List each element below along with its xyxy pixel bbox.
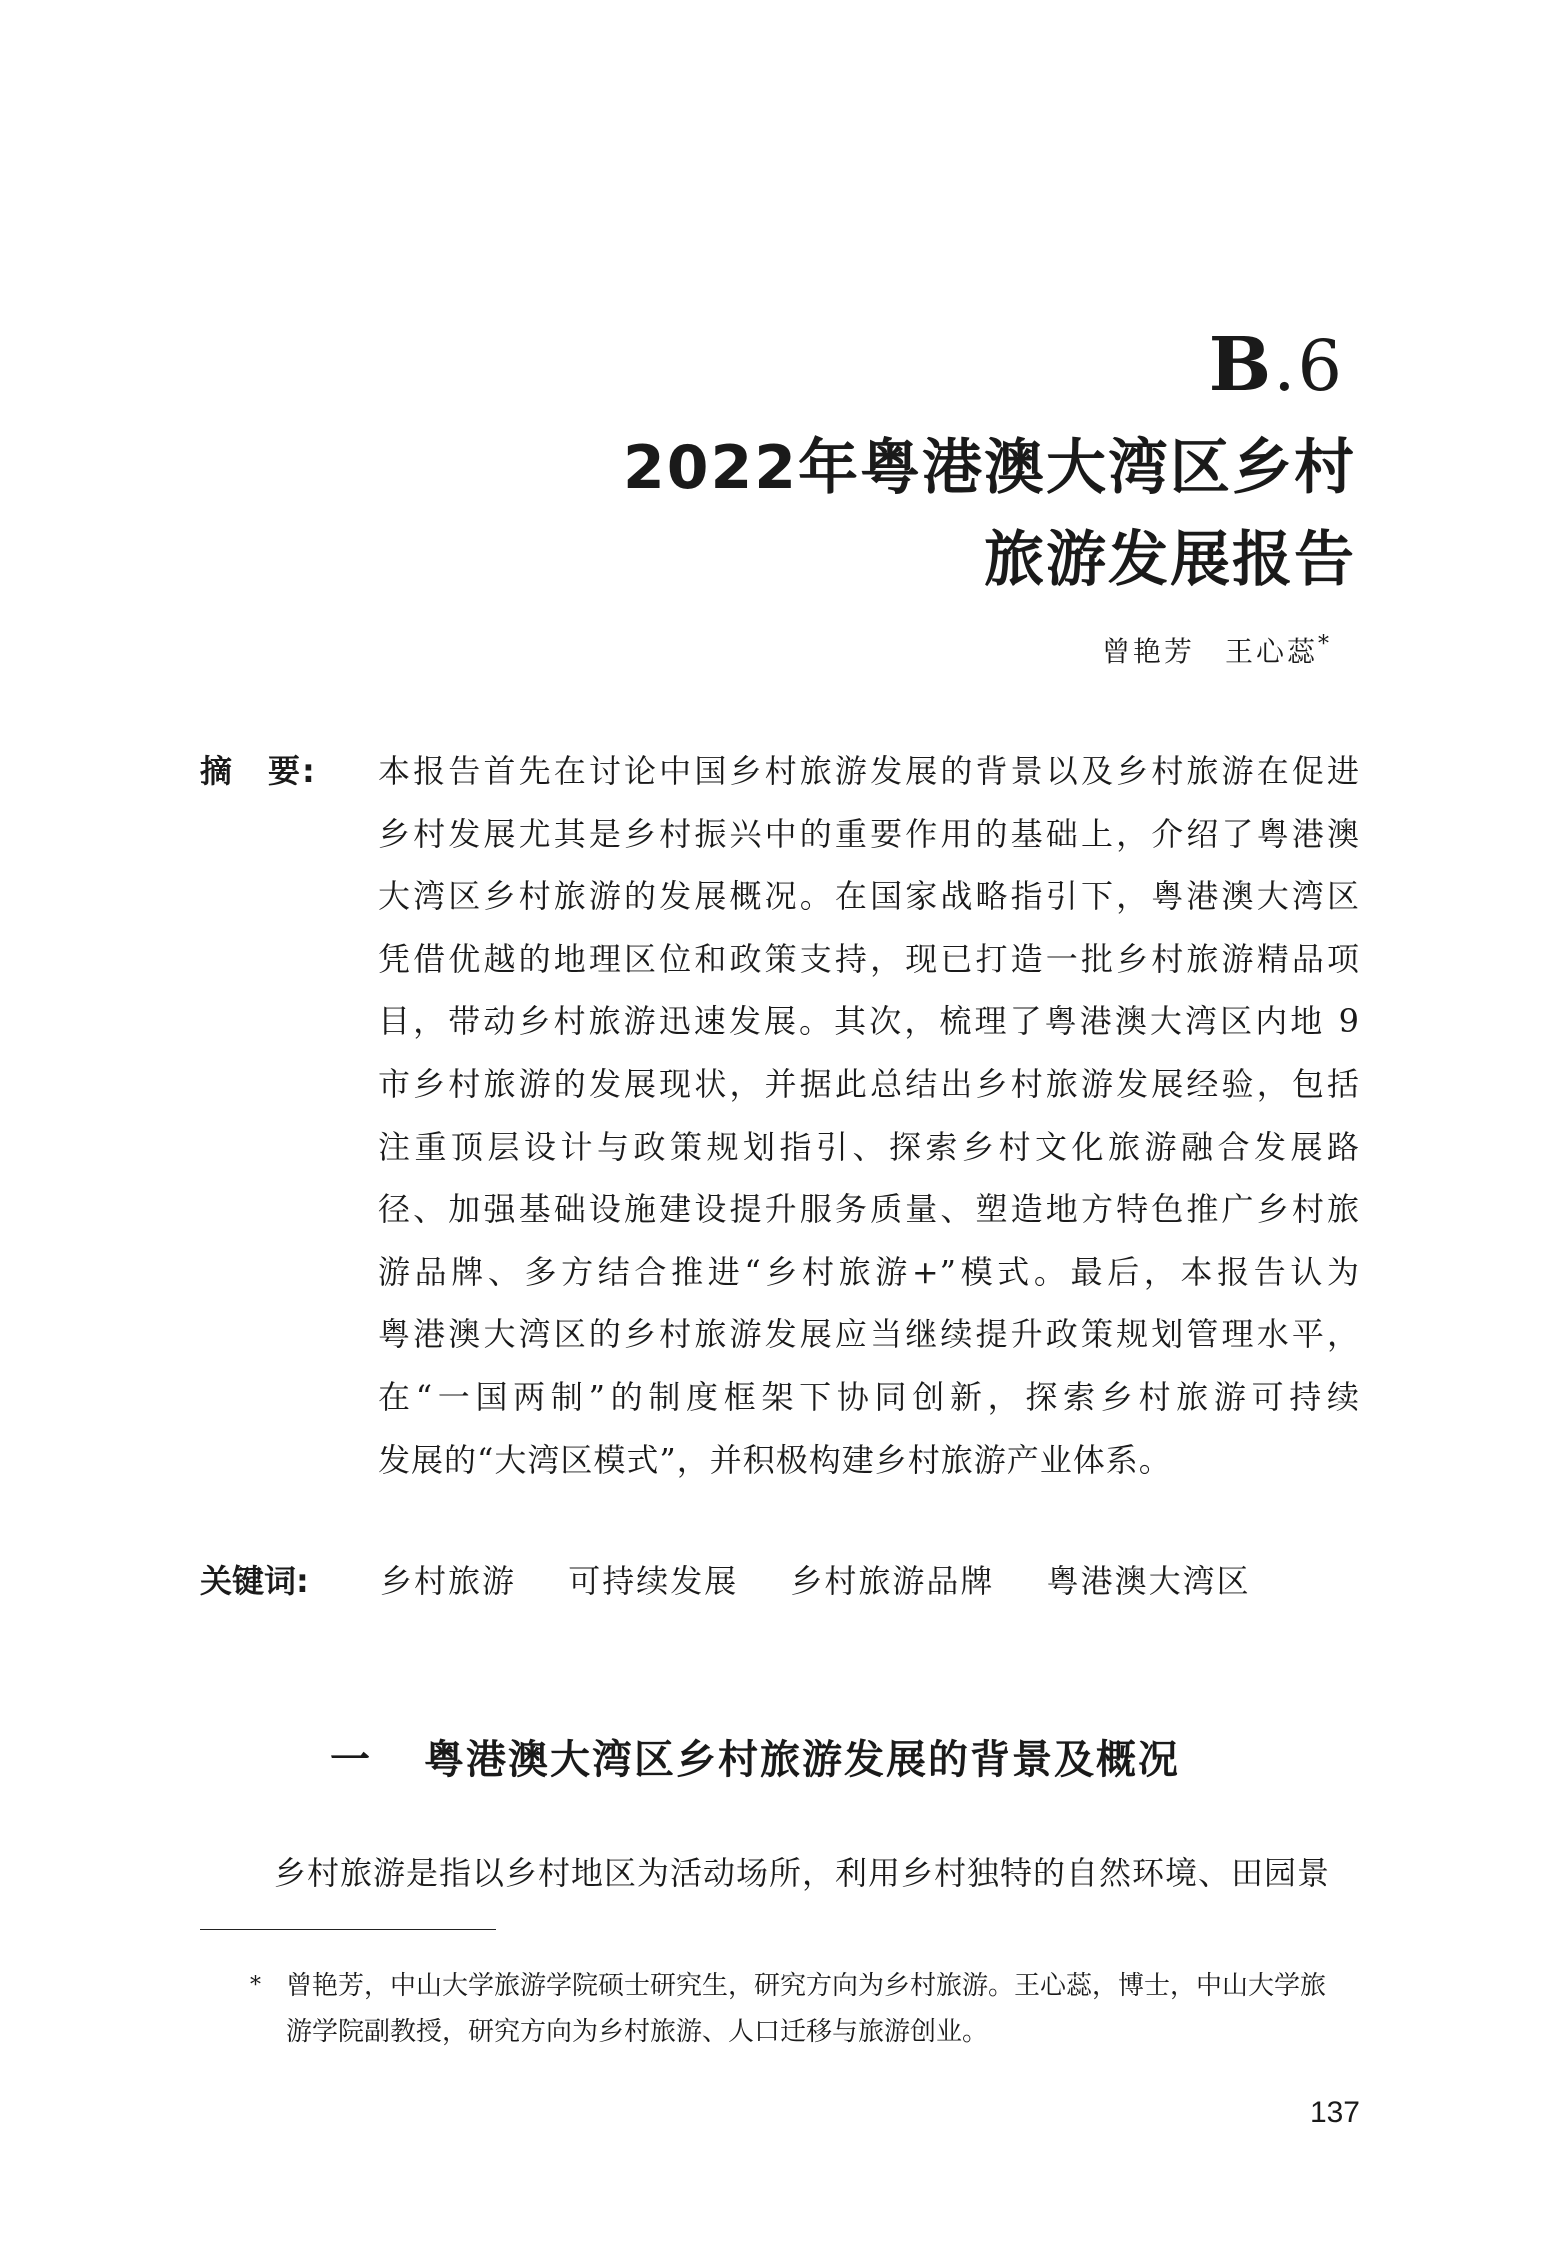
author-1: 曾艳芳 [1101, 635, 1195, 668]
keyword: 乡村旅游品牌 [790, 1562, 995, 1600]
author-footnote-marker: * [1318, 632, 1332, 657]
abstract-line: 游品牌、多方结合推进“乡村旅游+”模式。最后，本报告认为 [378, 1252, 1360, 1291]
abstract-line: 市乡村旅游的发展现状，并据此总结出乡村旅游发展经验，包括 [378, 1064, 1360, 1103]
abstract-line: 大湾区乡村旅游的发展概况。在国家战略指引下，粤港澳大湾区 [378, 877, 1360, 916]
footnote-line-1: 曾艳芳，中山大学旅游学院硕士研究生，研究方向为乡村旅游。王心蕊，博士，中山大学旅 [286, 1971, 1327, 2001]
keyword: 乡村旅游 [380, 1562, 517, 1600]
author-2: 王心蕊 [1224, 635, 1318, 668]
abstract-line: 凭借优越的地理区位和政策支持，现已打造一批乡村旅游精品项 [378, 939, 1360, 978]
section-heading [330, 1728, 1180, 1785]
abstract-line: 径、加强基础设施建设提升服务质量、塑造地方特色推广乡村旅 [378, 1190, 1360, 1229]
keyword: 粤港澳大湾区 [1046, 1562, 1251, 1600]
report-title [623, 422, 1356, 606]
title-line-1: 2022年粤港澳大湾区乡村 [623, 433, 1356, 503]
abstract-line: 注重顶层设计与政策规划指引、探索乡村文化旅游融合发展路 [378, 1127, 1360, 1166]
keywords-label: 关键词: [200, 1562, 309, 1600]
chapter-index: .6 [1273, 325, 1344, 407]
keywords-list [380, 1556, 1291, 1602]
abstract-line: 在“一国两制”的制度框架下协同创新，探索乡村旅游可持续 [378, 1377, 1360, 1416]
footnote-divider [200, 1929, 496, 1930]
author-line [1102, 630, 1332, 670]
section-number: 一 [330, 1737, 372, 1783]
abstract-line: 发展的“大湾区模式”，并积极构建乡村旅游产业体系。 [378, 1440, 1172, 1479]
body-paragraph: 乡村旅游是指以乡村地区为活动场所，利用乡村独特的自然环境、田园景 [274, 1854, 1331, 1892]
abstract-line: 本报告首先在讨论中国乡村旅游发展的背景以及乡村旅游在促进 [378, 752, 1360, 790]
section-title: 粤港澳大湾区乡村旅游发展的背景及概况 [424, 1737, 1180, 1783]
footnote-marker: * [250, 1973, 261, 1998]
chapter-letter: B [1208, 322, 1274, 408]
footnote-line-2: 游学院副教授，研究方向为乡村旅游、人口迁移与旅游创业。 [286, 2017, 989, 2047]
abstract-line: 乡村发展尤其是乡村振兴中的重要作用的基础上，介绍了粤港澳 [378, 814, 1360, 853]
keyword: 可持续发展 [568, 1562, 739, 1600]
abstract-line: 目，带动乡村旅游迅速发展。其次，梳理了粤港澳大湾区内地 9 [378, 1002, 1360, 1041]
title-line-2: 旅游发展报告 [984, 525, 1356, 595]
page-number: 137 [1309, 2096, 1360, 2129]
abstract-label: 摘 要: [200, 752, 317, 790]
footnote [250, 1963, 1360, 2055]
abstract-body [378, 740, 1360, 1491]
abstract-line: 粤港澳大湾区的乡村旅游发展应当继续提升政策规划管理水平， [378, 1315, 1360, 1354]
chapter-number [1208, 322, 1344, 408]
